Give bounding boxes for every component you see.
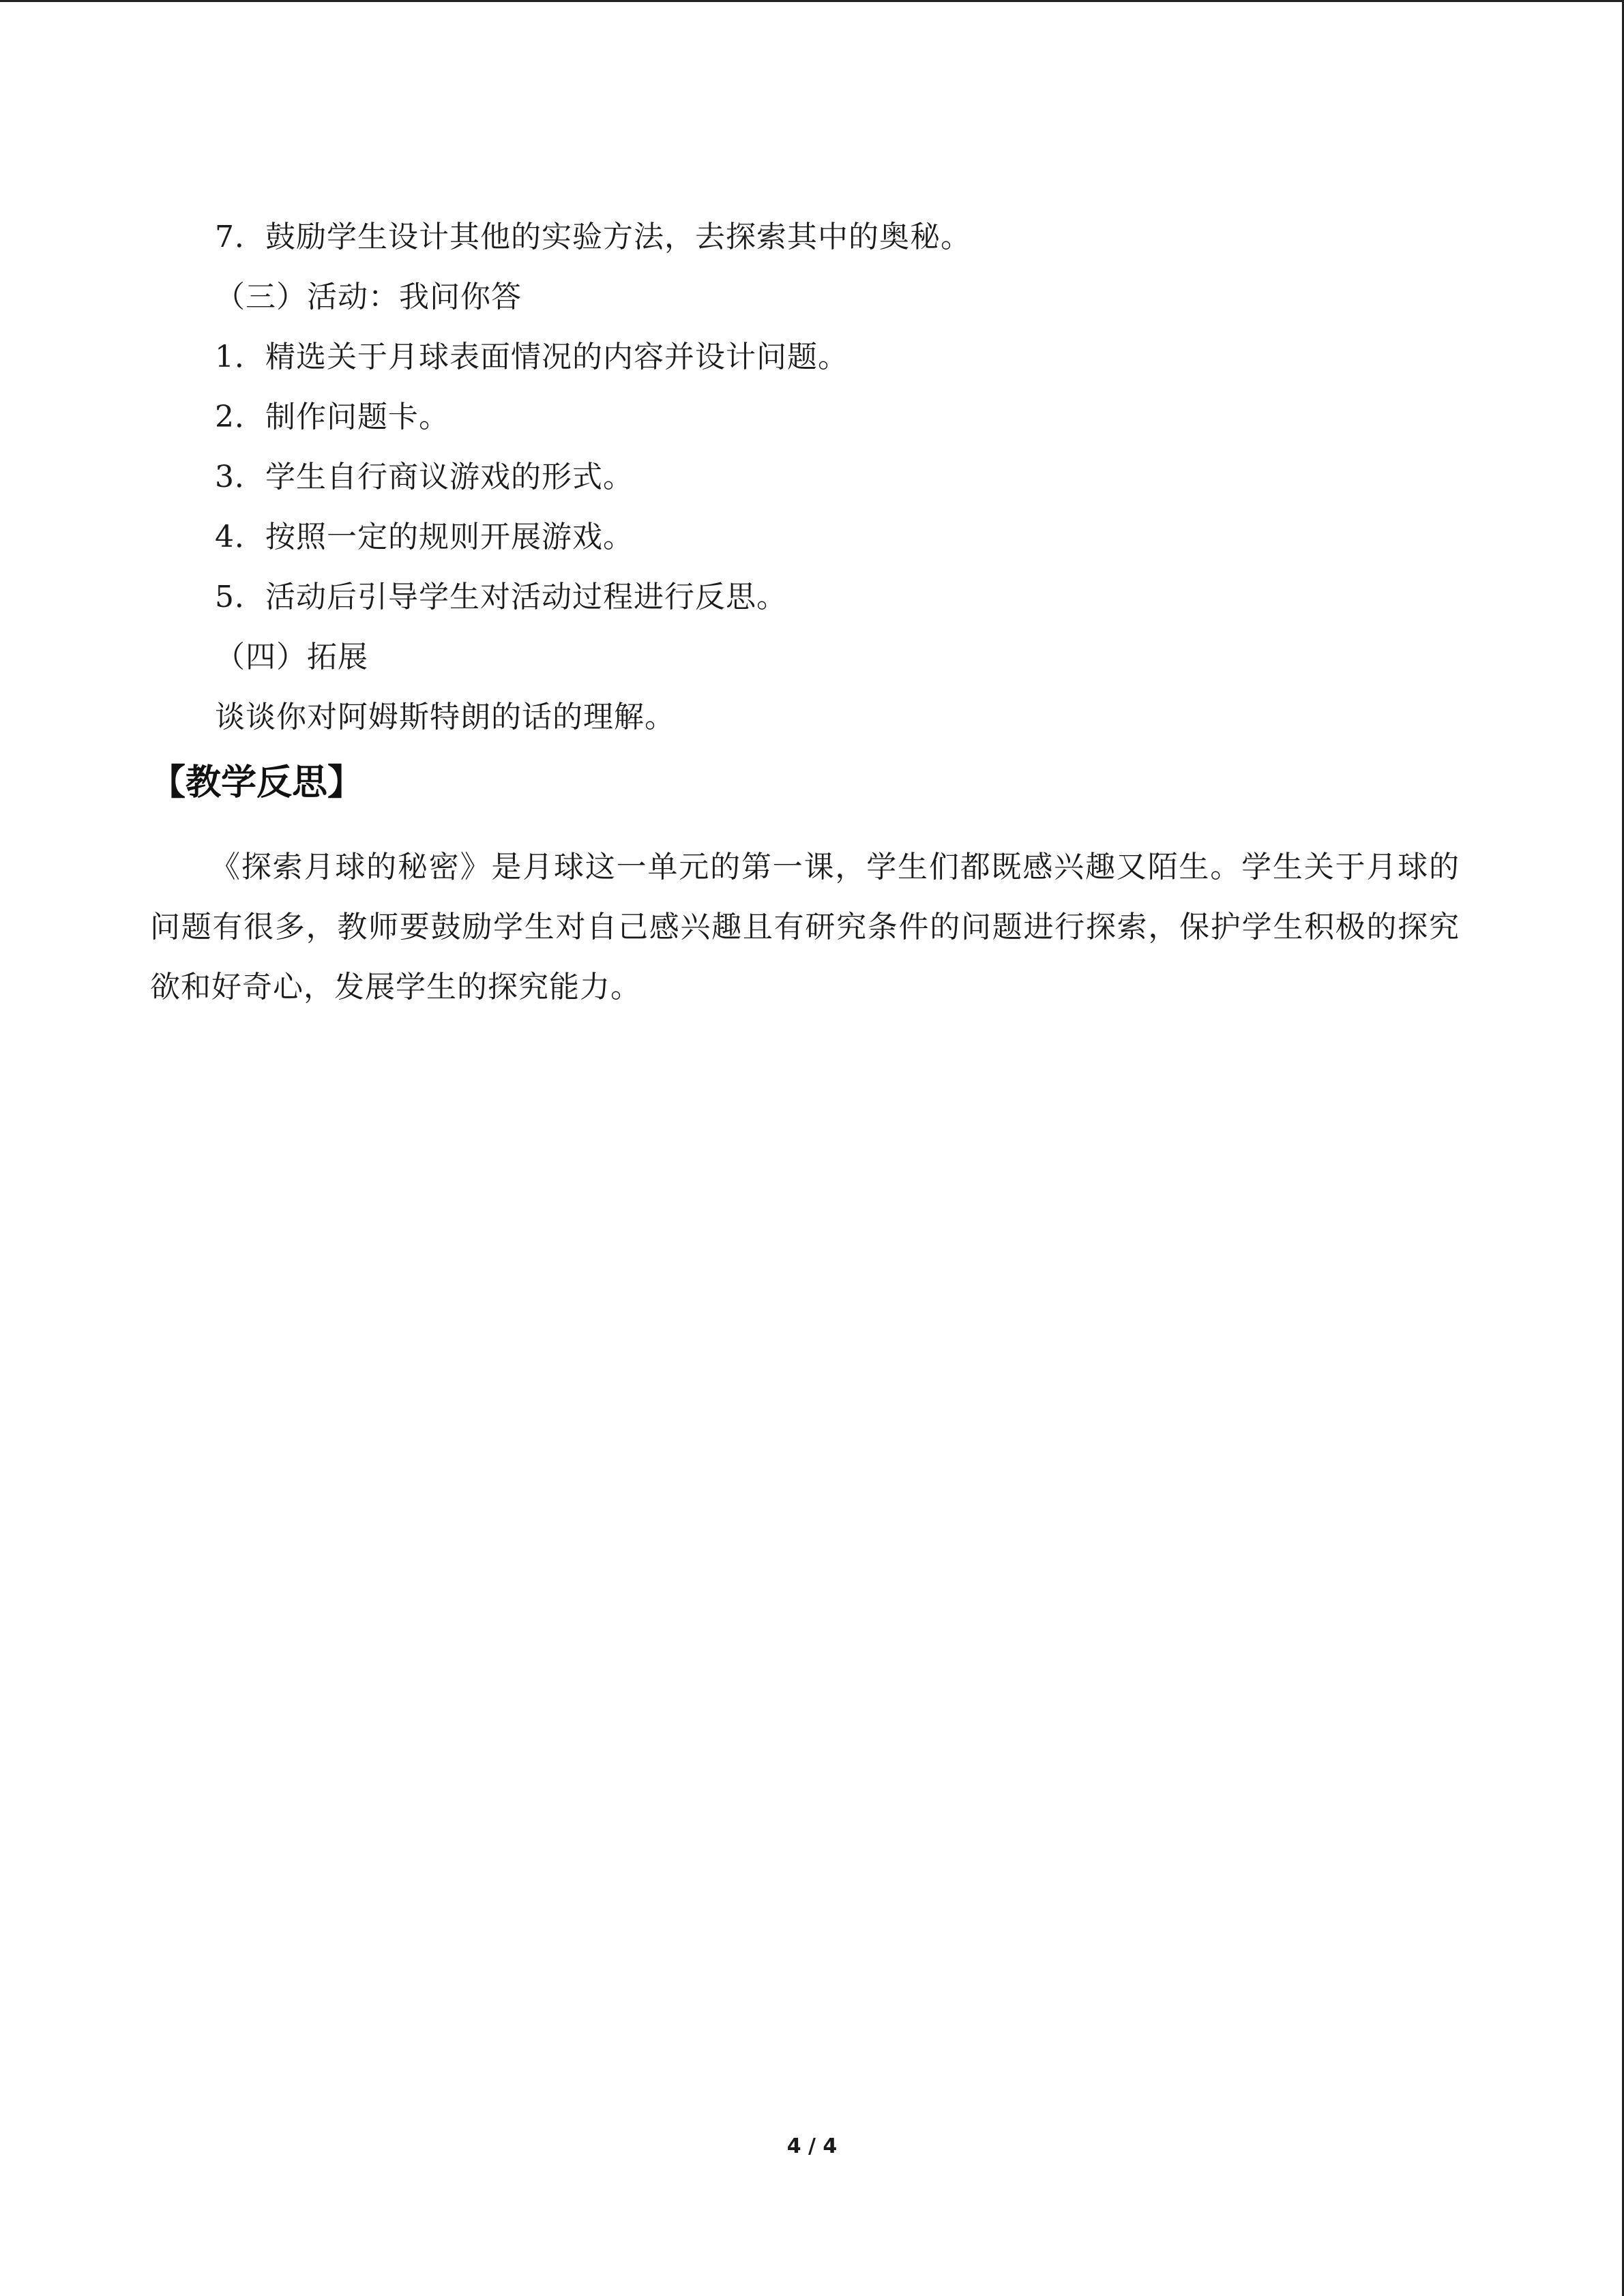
activity-step-5: 5．活动后引导学生对活动过程进行反思。 bbox=[215, 580, 787, 614]
section-activity-heading: （三）活动：我问你答 bbox=[215, 280, 522, 314]
step-7-text: 7．鼓励学生设计其他的实验方法，去探索其中的奥秘。 bbox=[215, 220, 971, 254]
section-extension-heading: （四）拓展 bbox=[215, 640, 368, 674]
activity-step-3: 3．学生自行商议游戏的形式。 bbox=[215, 460, 634, 494]
page-number: 4 / 4 bbox=[786, 2134, 838, 2158]
extension-text: 谈谈你对阿姆斯特朗的话的理解。 bbox=[215, 700, 675, 734]
reflection-heading: 【教学反思】 bbox=[150, 762, 364, 803]
activity-step-4: 4．按照一定的规则开展游戏。 bbox=[215, 520, 634, 554]
reflection-paragraph: 《探索月球的秘密》是月球这一单元的第一课，学生们都既感兴趣又陌生。学生关于月球的问题有很多，教师要鼓励学生对自己感兴趣且有研究条件的问题进行探索，保护学生积极的探究欲和好奇心，发展学生的探究能力。 bbox=[150, 850, 1460, 1004]
activity-step-1: 1．精选关于月球表面情况的内容并设计问题。 bbox=[215, 340, 848, 374]
activity-step-2: 2．制作问题卡。 bbox=[215, 400, 449, 434]
